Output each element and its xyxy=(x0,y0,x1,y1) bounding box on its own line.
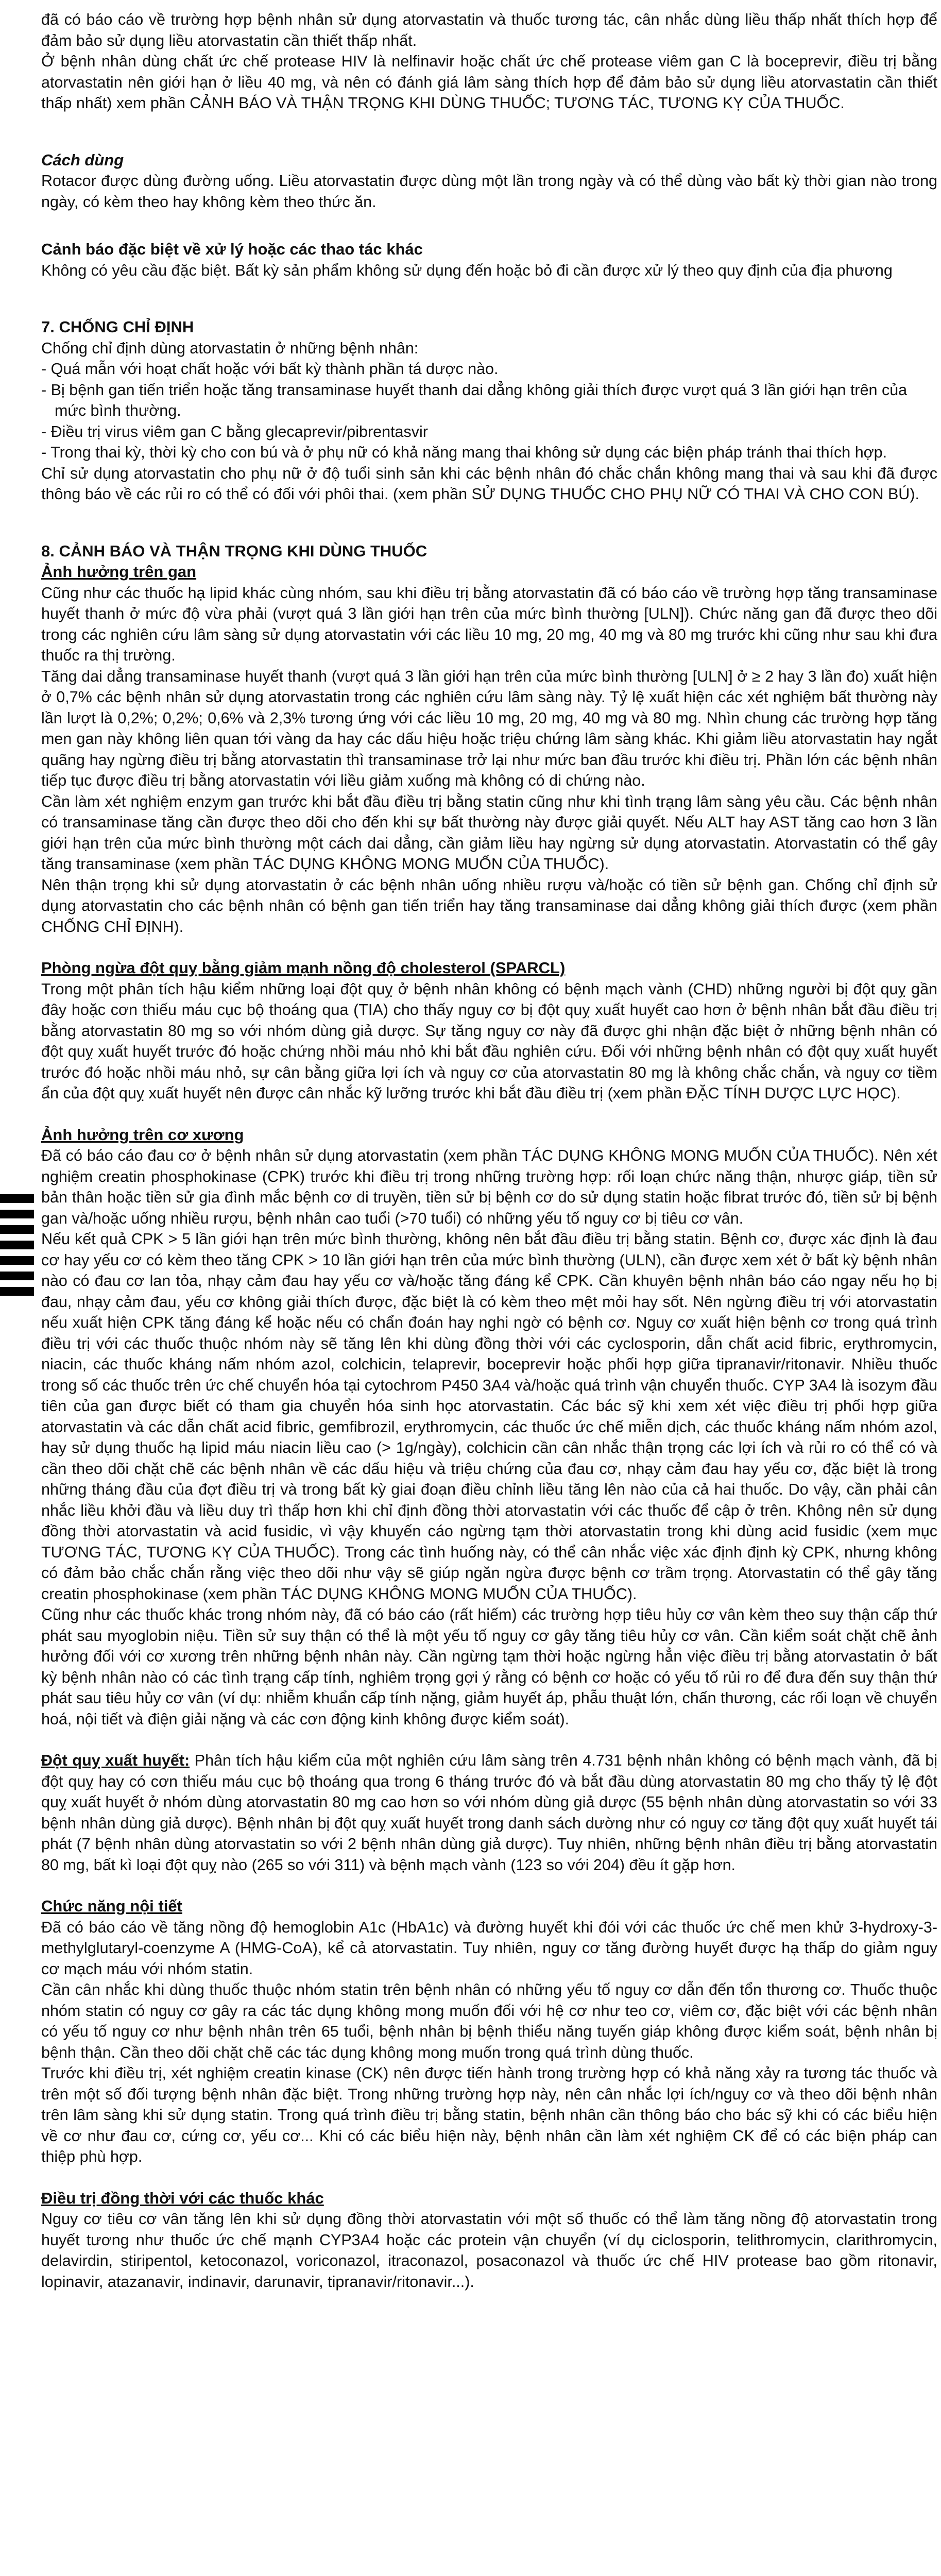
chong-chi-dinh-list xyxy=(41,359,937,463)
intro-paragraph: Ở bệnh nhân dùng chất ức chế protease HIV là nelfinavir hoặc chất ức chế protease viêm gan C là boceprevir, điều trị bằng atorvastatin nên giới hạn ở liều 40 mg, và nên có đánh giá lâm sàng thích hợp để đảm bảo sử dụng liều atorvastatin cần thiết thấp nhất) xem phần CẢNH BÁO VÀ THẬN TRỌNG KHI DÙNG THUỐC; TƯƠNG TÁC, TƯƠNG KỴ CỦA THUỐC. xyxy=(41,53,937,112)
co-xuong-paragraph: Cũng như các thuốc khác trong nhóm này, đã có báo cáo (rất hiếm) các trường hợp tiêu hủy cơ vân kèm theo suy thận cấp thứ phát sau myoglobin niệu. Tiền sử suy thận có thể là một yếu tố nguy cơ gây tăng tiêu hủy cơ vân. Cần kiểm soát chặt chẽ ảnh hưởng đối với cơ xương trên những bệnh nhân này. Cần ngừng tạm thời hoặc ngừng hẳn việc điều trị bằng atorvastatin ở bất kỳ bệnh nhân nào có các tình trạng cấp tính, nghiêm trọng gợi ý rằng có bệnh cơ hoặc có yếu tố rủi ro để đưa đến suy thận thứ phát sau tiêu hủy cơ vân (ví dụ: nhiễm khuẩn cấp tính nặng, giảm huyết áp, phẫu thuật lớn, chấn thương, các rối loạn về chuyển hoá, nội tiết và điện giải nặng và các cơn động kinh không được kiểm soát). xyxy=(41,1606,937,1728)
co-xuong-paragraph: Nếu kết quả CPK > 5 lần giới hạn trên mức bình thường, không nên bắt đầu điều trị bằng statin. Bệnh cơ, được xác định là đau cơ hay yếu cơ có kèm theo tăng CPK > 10 lần giới hạn trên của mức bình thường (ULN), cần được xem xét ở bất kỳ bệnh nhân nào có đau cơ lan tỏa, nhạy cảm đau hay yếu cơ và/hoặc tăng đáng kể CPK. Cần khuyên bệnh nhân báo cáo ngay nếu họ bị đau, nhạy cảm đau, yếu cơ không giải thích được, đặc biệt là có kèm theo mệt mỏi hay sốt. Nên ngừng điều trị với atorvastatin nếu xuất hiện CPK tăng đáng kể hoặc nếu có chẩn đoán hay nghi ngờ có bệnh cơ. Nguy cơ xuất hiện bệnh cơ trong quá trình điều trị với các thuốc thuộc nhóm này sẽ tăng lên khi dùng đồng thời với các cyclosporin, dẫn chất acid fibric, erythromycin, niacin, các thuốc kháng nấm nhóm azol, colchicin, telaprevir, boceprevir hoặc phối hợp giữa tipranavir/ritonavir. Nhiều thuốc trong số các thuốc trên ức chế chuyển hóa tại cytochrom P450 3A4 và/hoặc quá trình vận chuyển thuốc. CYP 3A4 là isozym đầu tiên của gan được biết có tham gia chuyển hóa sinh học atorvastatin. Các bác sỹ khi xem xét việc điều trị phối hợp giữa atorvastatin và các dẫn chất acid fibric, gemfibrozil, erythromycin, các thuốc ức chế miễn dịch, các thuốc kháng nấm nhóm azol, hay sử dụng thuốc hạ lipid máu niacin liều cao (> 1g/ngày), colchicin cần cân nhắc thận trọng các lợi ích và rủi ro có thể có và cần theo dõi chặt chẽ các bệnh nhân về các dấu hiệu và triệu chứng của đau cơ, nhạy cảm đau hay yếu cơ, đặc biệt là trong những tháng đầu của đợt điều trị và trong bất kỳ giai đoạn điều chỉnh liều tăng lên nào của cả hai thuốc. Do vậy, cần phải cân nhắc liều khởi đầu và liều duy trì thấp hơn khi chỉ định đồng thời atorvastatin với các thuốc để cập ở trên. Không nên sử dụng đồng thời atorvastatin và acid fusidic, vì vậy khuyến cáo ngừng tạm thời atorvastatin trong khi dùng acid fusidic (xem mục TƯƠNG TÁC, TƯƠNG KỴ CỦA THUỐC). Trong các tình huống này, có thể cân nhắc việc xác định định kỳ CPK, nhưng không có đảm bảo chắc chắn rằng việc theo dõi như vậy sẽ giúp ngăn ngừa được bệnh cơ trầm trọng. Atorvastatin có thể gây tăng creatin phosphokinase (xem phần TÁC DỤNG KHÔNG MONG MUỐN CỦA THUỐC). xyxy=(41,1230,937,1603)
marker-stripe xyxy=(0,1241,34,1249)
chong-chi-dinh-tail: Chỉ sử dụng atorvastatin cho phụ nữ ở độ tuổi sinh sản khi các bệnh nhân đó chắc chắn không mang thai và sau khi đã được thông báo về các rủi ro có thể có đối với phôi thai. (xem phần SỬ DỤNG THUỐC CHO PHỤ NỮ CÓ THAI VÀ CHO CON BÚ). xyxy=(41,464,937,503)
noi-tiet-paragraph: Cần cân nhắc khi dùng thuốc thuộc nhóm statin trên bệnh nhân có những yếu tố nguy cơ dẫn đến tổn thương cơ. Thuốc thuộc nhóm statin có nguy cơ gây ra các tác dụng không mong muốn đối với hệ cơ như teo cơ, viêm cơ, đặc biệt với các bệnh nhân có yếu tố nguy cơ như bệnh nhân trên 65 tuổi, bệnh nhân bị bệnh thiểu năng tuyến giáp không được kiểm soát, bệnh nhân bị bệnh thận. Cần theo dõi chặt chẽ các tác dụng không mong muốn trong quá trình dùng thuốc. xyxy=(41,1981,937,2061)
marker-stripe xyxy=(0,1272,34,1280)
document-body xyxy=(41,9,937,2292)
section-heading-cach-dung: Cách dùng xyxy=(41,150,124,169)
gan-paragraph: Tăng dai dẳng transaminase huyết thanh (vượt quá 3 lần giới hạn trên của mức bình thường [ULN] ở ≥ 2 hay 3 lần đo) xuất hiện ở 0,7% các bệnh nhân sử dụng atorvastatin trong các nghiên cứu lâm sàng này. Tỷ lệ xuất hiện các xét nghiệm bất thường này lần lượt là 0,2%; 0,2%; 0,6% và 2,3% tương ứng với các liều 10 mg, 20 mg, 40 mg và 80 mg. Nhìn chung các trường hợp tăng men gan này không liên quan tới vàng da hay các dấu hiệu hoặc triệu chứng lâm sàng khác. Khi giảm liều atorvastatin hay ngắt quãng hay ngừng điều trị bằng atorvastatin thì transaminase trở lại như mức ban đầu trước khi điều trị. Phần lớn các bệnh nhân tiếp tục được điều trị bằng atorvastatin với liều giảm xuống mà không có di chứng nào. xyxy=(41,667,937,789)
margin-marker-stripes xyxy=(0,1194,36,1302)
section-heading-canh-bao-xu-ly: Cảnh báo đặc biệt về xử lý hoặc các thao tác khác xyxy=(41,240,423,258)
dot-quy-sparcl-text: Trong một phân tích hậu kiểm những loại đột quỵ ở bệnh nhân không có bệnh mạch vành (CHD) những người bị đột quỵ gần đây hoặc cơn thiếu máu cục bộ thoáng qua (TIA) cho thấy nguy cơ bị đột quỵ xuất huyết cao hơn ở bệnh nhân bắt đầu điều trị bằng atorvastatin 80 mg so với nhóm dùng giả dược. Sự tăng nguy cơ này đã được ghi nhận đặc biệt ở những bệnh nhân có đột quỵ xuất huyết trước đó hoặc chứng nhồi máu nhỏ khi bắt đầu nghiên cứu. Đối với những bệnh nhân có đột quỵ xuất huyết trước đó hoặc nhồi máu nhỏ, sự cân bằng giữa lợi ích và nguy cơ của atorvastatin 80 mg là không chắc chắn, và nguy cơ tiềm ẩn của đột quỵ xuất huyết nên được cân nhắc kỹ lưỡng trước khi bắt đầu điều trị (xem phần ĐẶC TÍNH DƯỢC LỰC HỌC). xyxy=(41,980,937,1102)
noi-tiet-paragraph: Đã có báo cáo về tăng nồng độ hemoglobin A1c (HbA1c) và đường huyết khi đói với các thuốc ức chế men khử 3-hydroxy-3-methylglutaryl-coenzyme A (HMG-CoA), kể cả atorvastatin. Tuy nhiên, nguy cơ tăng đường huyết được hạ thấp do giảm nguy cơ mạch máu với nhóm statin. xyxy=(41,1918,937,1978)
marker-stripe xyxy=(0,1287,34,1296)
gan-paragraph: Cũng như các thuốc hạ lipid khác cùng nhóm, sau khi điều trị bằng atorvastatin đã có báo cáo về trường hợp tăng transaminase huyết thanh ở mức độ vừa phải (vượt quá 3 lần giới hạn trên của mức bình thường [ULN]). Chức năng gan đã được theo dõi trong các nghiên cứu lâm sàng sử dụng atorvastatin với các liều 10 mg, 20 mg, 40 mg và 80 mg trước khi cũng như sau khi đưa thuốc ra thị trường. xyxy=(41,584,937,664)
marker-stripe xyxy=(0,1256,34,1265)
subheading-gan: Ảnh hưởng trên gan xyxy=(41,563,197,581)
list-item: - Điều trị virus viêm gan C bằng glecaprevir/pibrentasvir xyxy=(41,421,937,443)
noi-tiet-paragraph: Trước khi điều trị, xét nghiệm creatin kinase (CK) nên được tiến hành trong trường hợp có khả năng xảy ra tương tác thuốc và trên một số đối tượng bệnh nhân đặc biệt. Trong những trường hợp này, nên cân nhắc lợi ích/nguy cơ và theo dõi bệnh nhân trên lâm sàng khi sử dụng statin. Trong quá trình điều trị bằng statin, bệnh nhân cần thông báo cho bác sỹ khi có các biểu hiện về cơ như đau cơ, cứng cơ, yếu cơ... Khi có các biểu hiện này, bệnh nhân cần làm xét nghiệm CK để có các biện pháp can thiệp phù hợp. xyxy=(41,2064,937,2165)
gan-paragraph: Cần làm xét nghiệm enzym gan trước khi bắt đầu điều trị bằng statin cũng như khi tình trạng lâm sàng yêu cầu. Các bệnh nhân có transaminase tăng cần được theo dõi cho đến khi sự bất thường này được giải quyết. Nếu ALT hay AST tăng cao hơn 3 lần giới hạn trên của mức bình thường một cách dai dẳng, cần giảm liều hay ngừng sử dụng atorvastatin. Atorvastatin có thể gây tăng transaminase (xem phần TÁC DỤNG KHÔNG MONG MUỐN CỦA THUỐC). xyxy=(41,792,937,873)
subheading-dong-thoi: Điều trị đồng thời với các thuốc khác xyxy=(41,2189,324,2207)
co-xuong-paragraph: Đã có báo cáo đau cơ ở bệnh nhân sử dụng atorvastatin (xem phần TÁC DỤNG KHÔNG MONG MUỐN CỦA THUỐC). Nên xét nghiệm creatin phosphokinase (CPK) trước khi điều trị trong những trường hợp: rối loạn chức năng thận, nhược giáp, tiền sử bản thân hoặc tiền sử gia đình mắc bệnh cơ di truyền, tiền sử bị bệnh cơ do sử dụng statin hoặc fibrat trước đó, tiền sử bị bệnh gan và/hoặc uống nhiều rượu, bệnh nhân cao tuổi (>70 tuổi) có những yếu tố nguy cơ bị tiêu cơ vân. xyxy=(41,1147,937,1227)
marker-stripe xyxy=(0,1210,34,1218)
subheading-co-xuong: Ảnh hưởng trên cơ xương xyxy=(41,1125,244,1144)
dong-thoi-text: Nguy cơ tiêu cơ vân tăng lên khi sử dụng đồng thời atorvastatin với một số thuốc có thể làm tăng nồng độ atorvastatin trong huyết tương như thuốc ức chế mạnh CYP3A4 hoặc các protein vận chuyển (ví dụ ciclosporin, telithromycin, clarithromycin, delavirdin, stiripentol, ketoconazol, voriconazol, itraconazol, posaconazol và thuốc ức chế HIV protease bao gồm ritonavir, lopinavir, atazanavir, indinavir, darunavir, tipranavir/ritonavir...). xyxy=(41,2210,937,2291)
list-item: - Quá mẫn với hoạt chất hoặc với bất kỳ thành phần tá dược nào. xyxy=(41,359,937,380)
intro-paragraph: đã có báo cáo về trường hợp bệnh nhân sử dụng atorvastatin và thuốc tương tác, cân nhắc dùng liều thấp nhất thích hợp để đảm bảo sử dụng liều atorvastatin cần thiết thấp nhất. xyxy=(41,11,937,49)
subheading-noi-tiet: Chức năng nội tiết xyxy=(41,1897,182,1915)
marker-stripe xyxy=(0,1225,34,1234)
canh-bao-xu-ly-text: Không có yêu cầu đặc biệt. Bất kỳ sản phẩm không sử dụng đến hoặc bỏ đi cần được xử lý theo quy định của địa phương xyxy=(41,261,893,279)
marker-stripe xyxy=(0,1194,34,1203)
chong-chi-dinh-lead: Chống chỉ định dùng atorvastatin ở những bệnh nhân: xyxy=(41,339,419,357)
section-heading-canh-bao-than-trong: 8. CẢNH BÁO VÀ THẬN TRỌNG KHI DÙNG THUỐC xyxy=(41,541,427,560)
cach-dung-text: Rotacor được dùng đường uống. Liều atorvastatin được dùng một lần trong ngày và có thể dùng vào bất kỳ thời gian nào trong ngày, có kèm theo hay không kèm theo thức ăn. xyxy=(41,172,937,211)
dot-quy-xuat-huyet-label: Đột quỵ xuất huyết: xyxy=(41,1752,190,1769)
dot-quy-xuat-huyet-paragraph xyxy=(41,1750,937,1875)
list-item: - Trong thai kỳ, thời kỳ cho con bú và ở phụ nữ có khả năng mang thai không sử dụng các biện pháp tránh thai thích hợp. xyxy=(41,442,937,463)
subheading-dot-quy-sparcl: Phòng ngừa đột quỵ bằng giảm mạnh nồng độ cholesterol (SPARCL) xyxy=(41,959,566,977)
dot-quy-xuat-huyet-text: Phân tích hậu kiểm của một nghiên cứu lâm sàng trên 4.731 bệnh nhân không có bệnh mạch vành, đã bị đột quỵ hay có cơn thiếu máu cục bộ thoáng qua trong 6 tháng trước đó và bắt đầu dùng atorvastatin 80 mg cho thấy tỷ lệ đột quỵ xuất huyết ở nhóm dùng atorvastatin 80 mg cao hơn so với nhóm dùng giả dược (55 bệnh nhân dùng atorvastatin so với 33 bệnh nhân dùng giả dược). Bệnh nhân bị đột quỵ xuất huyết trong danh sách dường như có nguy cơ tăng đột quỵ xuất huyết tái phát (7 bệnh nhân dùng atorvastatin so với 2 bệnh nhân dùng giả dược). Tuy nhiên, những bệnh nhân điều trị bằng atorvastatin 80 mg, bất kì loại đột quỵ nào (265 so với 311) và bệnh mạch vành (123 so với 204) đều ít gặp hơn. xyxy=(41,1752,937,1874)
section-heading-chong-chi-dinh: 7. CHỐNG CHỈ ĐỊNH xyxy=(41,318,194,336)
list-item: - Bị bệnh gan tiến triển hoặc tăng transaminase huyết thanh dai dẳng không giải thích được vượt quá 3 lần giới hạn trên của mức bình thường. xyxy=(41,380,937,421)
gan-paragraph: Nên thận trọng khi sử dụng atorvastatin ở các bệnh nhân uống nhiều rượu và/hoặc có tiền sử bệnh gan. Chống chỉ định sử dụng atorvastatin cho các bệnh nhân có bệnh gan tiến triển hay tăng transaminase dai dẳng không giải thích được (xem phần CHỐNG CHỈ ĐỊNH). xyxy=(41,876,937,936)
